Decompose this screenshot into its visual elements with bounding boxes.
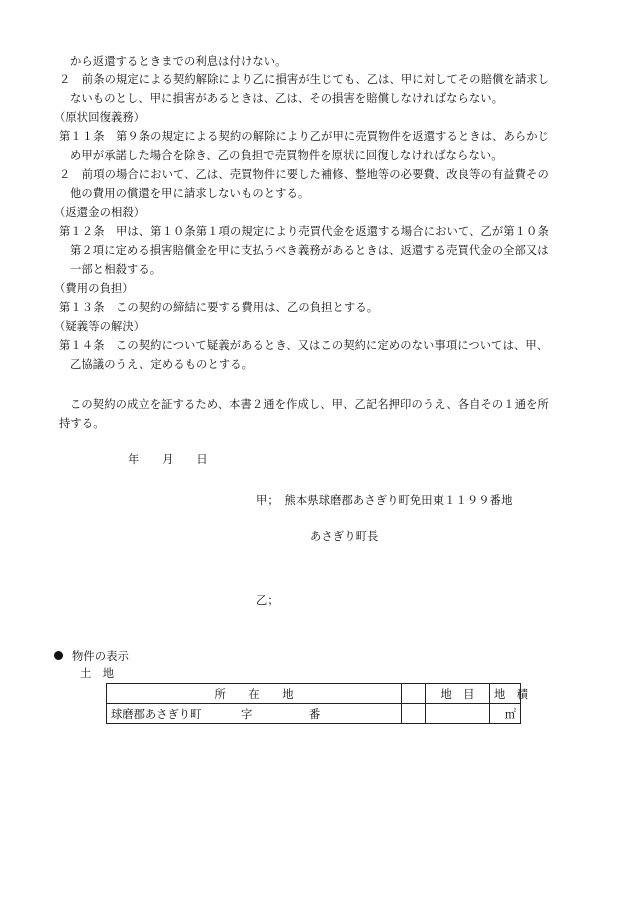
property-heading: 物件の表示 [54,649,129,665]
header-area: 地 積 [490,684,521,704]
article-heading: （費用の負担） [54,282,134,295]
date-line: 年 月 日 [128,453,208,466]
text-line: 第１３条 この契約の締結に要する費用は、乙の負担とする。 [59,301,379,314]
table-header-row [107,684,521,704]
party-a-address: 甲； 熊本県球磨郡あさぎり町免田東１１９９番地 [256,494,513,507]
text-line: ２ 前項の場合において、乙は、売買物件に要した補修、整地等の必要費、改良等の有益費その [59,168,549,181]
text-line: 持する。 [59,417,105,430]
text-line: 第２項に定める損害賠償金を甲に支払うべき義務があるときは、返還する売買代金の全部又は [70,244,549,257]
cell-area: ㎡ [490,704,521,724]
header-spacer [402,684,426,704]
text-line: から返還するときまでの利息は付けない。 [70,55,287,68]
text-line: この契約の成立を証するため、本書２通を作成し、甲、乙記名押印のうえ、各自その１通を所 [70,398,549,411]
cell-chimoku [426,704,490,724]
article-heading: （原状回復義務） [54,111,146,124]
cell-spacer [402,704,426,724]
text-line: 第１２条 甲は、第１０条第１項の規定により売買代金を返還する場合において、乙が第１０条 [59,225,549,238]
text-line: ２ 前条の規定による契約解除により乙に損害が生じても、乙は、甲に対してその賠償を請求し [59,73,550,86]
table-row [107,704,521,724]
text-line: ないものとし、甲に損害があるときは、乙は、その損害を賠償しなければならない。 [70,92,504,105]
text-line: め甲が承諾した場合を除き、乙の負担で売買物件を原状に回復しなければならない。 [70,149,503,162]
header-location: 所 在 地 [107,684,402,704]
cell-location: 球磨郡あさぎり町 字 番 [107,704,402,724]
article-heading: （疑義等の解決） [54,320,146,333]
text-line: 第１１条 第９条の規定による契約の解除により乙が甲に売買物件を返還するときは、あらかじ [59,130,550,143]
party-a-name: あさぎり町長 [310,530,379,543]
header-chimoku: 地 目 [426,684,490,704]
property-table [106,683,528,724]
text-line: 乙協議のうえ、定めるものとする。 [70,358,254,371]
bullet-icon [54,651,63,660]
text-line: 一部と相殺する。 [70,263,162,276]
text-line: 第１４条 この契約について疑義があるとき、又はこの契約に定めのない事項については、甲、 [59,339,549,352]
text-line: 他の費用の償還を甲に請求しないものとする。 [70,187,310,200]
property-subheading: 土 地 [80,667,115,680]
article-heading: （返還金の相殺） [54,206,146,219]
party-b-label: 乙； [256,594,279,607]
